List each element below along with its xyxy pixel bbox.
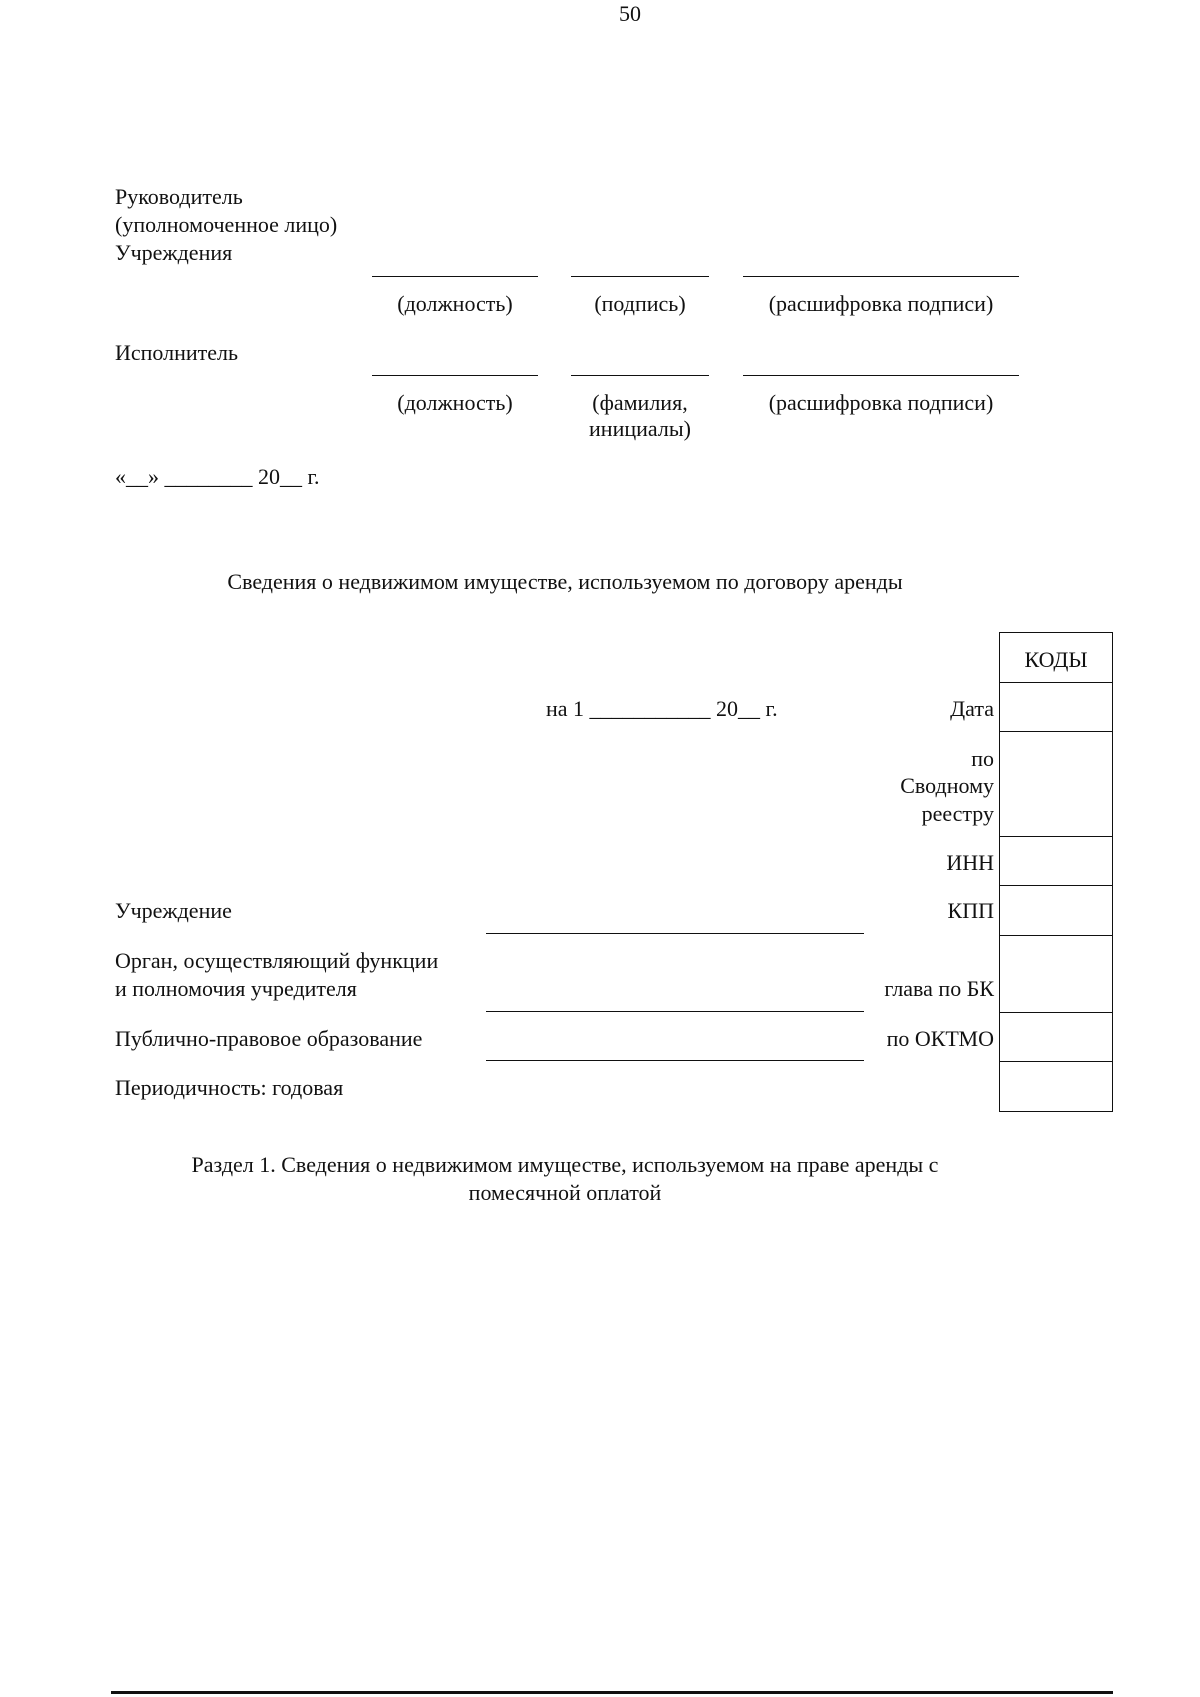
section-title-line1: Раздел 1. Сведения о недвижимом имуществе, используемом на праве аренды с [191,1152,939,1177]
field-public-entity-line[interactable] [486,1060,864,1061]
as-of-date[interactable]: на 1 ___________ 20__ г. [546,696,778,721]
executor-decoding-line[interactable] [743,375,1019,376]
code-label-oktmo: по ОКТМО [886,1026,994,1051]
page-number: 50 [619,1,641,26]
executor-caption-position: (должность) [397,390,513,415]
codes-table [999,632,1113,1112]
field-public-entity-label: Публично-правовое образование [115,1026,423,1051]
section-title-line2: помесячной оплатой [468,1180,662,1205]
head-caption-decoding: (расшифровка подписи) [768,291,994,316]
executor-caption-name-line2: инициалы) [589,416,691,441]
head-signature-line[interactable] [571,276,709,277]
field-periodicity: Периодичность: годовая [115,1075,344,1100]
executor-name-line[interactable] [571,375,709,376]
code-cell-bk-chapter[interactable] [1000,935,1112,1013]
code-label-registry-line3: реестру [921,801,994,826]
code-label-inn: ИНН [946,850,994,875]
head-label-line1: Руководитель [115,184,243,209]
code-cell-date[interactable] [1000,682,1112,732]
head-position-signature-line[interactable] [372,276,538,277]
head-label-line3: Учреждения [115,240,233,265]
code-label-bk-chapter: глава по БК [884,976,994,1001]
code-cell-periodicity[interactable] [1000,1061,1112,1111]
code-cell-kpp[interactable] [1000,885,1112,936]
code-cell-oktmo[interactable] [1000,1012,1112,1062]
executor-position-line[interactable] [372,375,538,376]
field-institution-label: Учреждение [115,898,232,923]
code-label-registry-line2: Сводному [900,773,994,798]
executor-caption-name-line1: (фамилия, [592,390,688,415]
code-label-date: Дата [950,696,994,721]
head-decoding-line[interactable] [743,276,1019,277]
code-cell-inn[interactable] [1000,836,1112,886]
field-institution-line[interactable] [486,933,864,934]
codes-header: КОДЫ [1024,647,1088,672]
form-title: Сведения о недвижимом имуществе, используемом по договору аренды [227,569,903,594]
executor-caption-decoding: (расшифровка подписи) [768,390,994,415]
code-label-kpp: КПП [947,898,994,923]
head-caption-signature: (подпись) [594,291,686,316]
head-label-line2: (уполномоченное лицо) [115,212,338,237]
executor-label: Исполнитель [115,340,239,365]
code-cell-registry[interactable] [1000,731,1112,837]
field-founder-line[interactable] [486,1011,864,1012]
field-founder-label-line1: Орган, осуществляющий функции [115,948,439,973]
code-label-registry-line1: по [971,746,994,771]
field-founder-label-line2: и полномочия учредителя [115,976,357,1001]
head-caption-position: (должность) [397,291,513,316]
signature-date[interactable]: «__» ________ 20__ г. [115,464,320,489]
page-bottom-rule [111,1691,1113,1694]
